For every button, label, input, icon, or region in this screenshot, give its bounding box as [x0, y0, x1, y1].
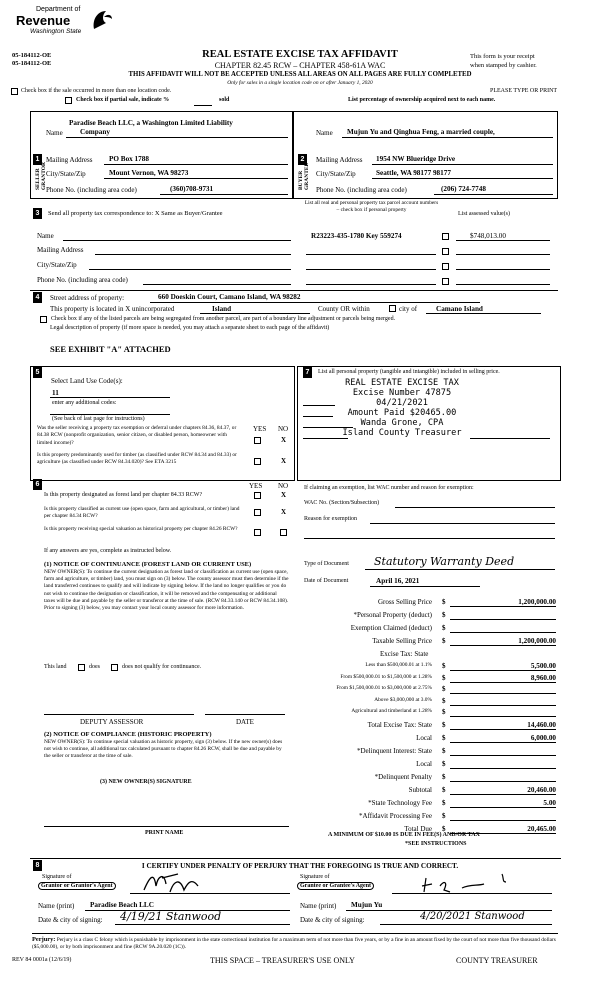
- perjury-label: Perjury:: [32, 936, 56, 943]
- grantor-signature[interactable]: [138, 868, 208, 896]
- parcel-1[interactable]: R23223-435-1780 Key 559274: [311, 232, 402, 240]
- tax-row-line: [450, 781, 556, 782]
- tax-row-label: From $1,500,000.01 to $3,000,000 at 2.75%: [336, 685, 432, 691]
- tax-row-label: *State Technology Fee: [368, 798, 432, 807]
- tax-row-dollar: $: [442, 772, 446, 781]
- treasurer-stamp: [322, 378, 482, 438]
- deputy-date-line[interactable]: [205, 714, 285, 715]
- tax-row-dollar: $: [442, 708, 446, 716]
- doc-type[interactable]: Statutory Warranty Deed: [374, 555, 515, 568]
- section5-no: NO: [278, 425, 289, 433]
- stamp-line-4: Amount Paid $20465.00: [347, 408, 457, 418]
- tax-row-line: [450, 682, 556, 683]
- tax-row-label: Local: [416, 733, 432, 742]
- tax-row-dollar: $: [442, 798, 446, 807]
- section5-q2-yes[interactable]: [254, 458, 261, 465]
- partial-sale-label: Check box if partial sale, indicate %: [76, 97, 170, 103]
- buyer-phone-underline: [434, 194, 553, 195]
- grantee-name[interactable]: Mujun Yu: [351, 901, 383, 909]
- seller-mailing-label: Mailing Address: [46, 156, 93, 164]
- doc-date-label: Date of Document: [304, 578, 349, 584]
- exhibit-note: SEE EXHIBIT "A" ATTACHED: [50, 344, 171, 354]
- tax-row-value[interactable]: 5,500.00: [530, 662, 556, 670]
- parcel-4-checkbox[interactable]: [442, 278, 449, 285]
- exemption-label: If claiming an exemption, list WAC number and reason for exemption:: [304, 485, 474, 491]
- form-id-1: 05-184112-OE: [12, 52, 52, 59]
- section-2-number: 2: [298, 154, 307, 165]
- tax-row-line: [450, 807, 556, 808]
- section5-q2-mark: X: [281, 457, 287, 465]
- seller-name-underline: [66, 137, 288, 138]
- tax-row-line: [450, 606, 556, 607]
- seller-phone[interactable]: (360)708-9731: [170, 185, 214, 193]
- buyer-name-line1[interactable]: Mujun Yu and Qinghua Feng, a married couple,: [347, 128, 495, 136]
- assessed-1-line: [456, 240, 550, 241]
- seller-mailing[interactable]: PO Box 1788: [109, 155, 149, 163]
- seller-city[interactable]: Mount Vernon, WA 98273: [109, 169, 189, 177]
- section3-mailing-label: Mailing Address: [37, 246, 84, 254]
- section3-mailing-line[interactable]: [95, 254, 291, 255]
- seller-phone-label: Phone No. (including area code): [46, 186, 137, 194]
- tax-row-value[interactable]: 20,460.00: [527, 785, 556, 794]
- tax-row-dollar: $: [442, 673, 446, 682]
- section6-no: NO: [278, 482, 289, 490]
- tax-row-line: [450, 670, 556, 671]
- tax-row-line: [450, 820, 556, 821]
- continuance-title: (1) NOTICE OF CONTINUANCE (FOREST LAND OR CURRENT USE): [44, 561, 252, 568]
- treasurer-only: THIS SPACE – TREASURER'S USE ONLY: [210, 956, 355, 965]
- continuance-text: NEW OWNER(S): To continue the current designation as forest land or classification as current use (open space, farm and agriculture, or timber) land, you must sign on (3) below. The county assessor must then determine if the land transferred continues to qualify and will indicate by signing below. If the land no longer qualifies or you do not wish to continue the designation or classification, it will be removed and the compensating or additional taxes will be due and payable by the seller or transferor at the time of sale. (RCW 84.33.140 or RCW 84.34.108). Prior to signing (3) below, you may contact your local county assessor for more information.: [44, 569, 289, 612]
- buyer-name-label: Name: [316, 129, 333, 137]
- additional-codes-line[interactable]: [50, 414, 170, 415]
- stamp-line-5: Wanda Grone, CPA: [360, 418, 444, 428]
- tax-row-line: [450, 693, 556, 694]
- assessed-1[interactable]: $748,013.00: [470, 232, 506, 240]
- land-does-not-label: does not qualify for continuance.: [122, 664, 202, 670]
- city-underline: [426, 313, 541, 314]
- tax-row-label: Local: [416, 759, 432, 768]
- section3-city-line[interactable]: [89, 269, 291, 270]
- multi-location-checkbox[interactable]: [11, 88, 18, 95]
- tax-row-line: [450, 619, 556, 620]
- tax-row-dollar: $: [442, 720, 446, 729]
- section6-q1: Is this property designated as forest land per chapter 84.33 RCW?: [44, 492, 203, 498]
- wac-line[interactable]: [395, 507, 555, 508]
- grantor-date[interactable]: 4/19/21 Stanwood: [120, 910, 222, 923]
- grantor-signature-line: [130, 893, 290, 894]
- street-underline: [150, 302, 480, 303]
- tax-row-dollar: $: [442, 733, 446, 742]
- seller-name-line1: Paradise Beach LLC, a Washington Limited Liability: [69, 119, 233, 127]
- assessed-header: List assessed value(s): [458, 211, 510, 217]
- section-3-number: 3: [33, 208, 42, 219]
- print-name-label: PRINT NAME: [145, 830, 184, 836]
- parcel-4-line[interactable]: [306, 284, 436, 285]
- grantor-date-line: [115, 924, 290, 925]
- doc-type-label: Type of Document: [304, 561, 349, 567]
- tax-row-label: From $500,000.01 to $1,500,000 at 1.28%: [340, 673, 432, 680]
- seller-name-label: Name: [46, 129, 63, 137]
- land-does-checkbox[interactable]: [78, 664, 85, 671]
- buyer-mailing-underline: [372, 164, 553, 165]
- deputy-label: DEPUTY ASSESSOR: [80, 718, 144, 726]
- grantor-name-label: Name (print): [38, 902, 75, 910]
- section5-q1: Was the seller receiving a property tax exemption or deferral under chapters 84.36, 84.37, or 84.38 RCW (nonprofit organization, senior citizen, or disabled person, homeowner with limited income)?: [37, 425, 237, 446]
- tax-row-value[interactable]: 5.00: [543, 798, 556, 807]
- street-address[interactable]: 660 Doeskin Court, Camano Island, WA 98282: [158, 293, 301, 301]
- located-label: This property is located in X unincorporated: [50, 305, 175, 313]
- section6-q3-no[interactable]: [280, 529, 287, 536]
- parcel-3-checkbox[interactable]: [442, 263, 449, 270]
- assessed-2-line[interactable]: [456, 254, 550, 255]
- deputy-signature-line[interactable]: [44, 714, 194, 715]
- tax-row-label: Less than $500,000.01 at 1.1%: [365, 662, 432, 668]
- tax-row-label: Total Excise Tax: State: [367, 720, 432, 729]
- grantee-date-label: Date & city of signing:: [300, 916, 365, 924]
- seller-city-label: City/State/Zip: [46, 170, 86, 178]
- section6-q2-mark: X: [281, 508, 287, 516]
- historic-title: (2) NOTICE OF COMPLIANCE (HISTORIC PROPERTY): [44, 731, 212, 738]
- agency-name: Revenue: [16, 13, 71, 28]
- land-use-underline: [50, 397, 170, 398]
- reason-label: Reason for exemption: [304, 516, 357, 522]
- assessed-4-line[interactable]: [456, 284, 550, 285]
- see-instructions: *SEE INSTRUCTIONS: [405, 841, 467, 847]
- seller-side-label: SELLER GRANTOR: [35, 161, 47, 190]
- buyer-city[interactable]: Seattle, WA 98177 98177: [376, 169, 451, 177]
- buyer-phone-label: Phone No. (including area code): [316, 186, 407, 194]
- personal-property-label: List all personal property (tangible and intangible) included in selling price.: [318, 369, 500, 375]
- tax-row-label: *Delinquent Interest: State: [356, 746, 432, 755]
- section-8-number: 8: [33, 860, 42, 871]
- section6-q1-mark: X: [281, 491, 287, 499]
- county-treasurer: COUNTY TREASURER: [456, 956, 538, 965]
- wac-label: WAC No. (Section/Subsection): [304, 500, 380, 506]
- tax-row-line: [450, 794, 556, 795]
- section5-q1-yes[interactable]: [254, 437, 261, 444]
- tax-row-value[interactable]: 14,460.00: [527, 720, 556, 729]
- receipt-note-1: This form is your receipt: [470, 53, 535, 60]
- doc-date-line: [370, 586, 480, 587]
- tax-row-line: [450, 632, 556, 633]
- county-or: County OR within: [318, 305, 370, 313]
- doc-type-line: [365, 569, 555, 570]
- section6-yes: YES: [249, 482, 263, 490]
- land-use-code[interactable]: 11: [52, 389, 59, 397]
- new-owner-signature-line[interactable]: [44, 826, 289, 827]
- buyer-side-label: BUYER GRANTEE: [298, 162, 310, 190]
- city-of-label: city of: [399, 305, 418, 313]
- land-use-label: Select Land Use Code(s):: [51, 377, 123, 385]
- form-id-2: 05-184112-OE: [12, 60, 52, 67]
- deputy-date-label: DATE: [236, 718, 254, 726]
- doc-date[interactable]: April 16, 2021: [376, 577, 420, 585]
- tax-row-dollar: $: [442, 598, 446, 606]
- tax-row-dollar: $: [442, 811, 446, 820]
- stamp-line-1: REAL ESTATE EXCISE TAX: [345, 378, 459, 388]
- grantee-sig-label: Signature of: [300, 874, 330, 880]
- buyer-mailing-label: Mailing Address: [316, 156, 363, 164]
- seller-mailing-underline: [104, 164, 288, 165]
- perjury-text: Perjury is a class C felony which is punishable by imprisonment in the state correctional institution for a maximum term of not more than five years, or by a fine in an amount fixed by the court of not more than five thousand dollars ($5,000.00), or by both imprisonment and fine (RCW 9A.20.020 (1C)).: [32, 937, 556, 951]
- section5-yes: YES: [253, 425, 267, 433]
- stamp-line-3: 04/21/2021: [376, 398, 428, 408]
- tax-row-label: *Personal Property (deduct): [353, 611, 432, 619]
- seller-name-line2: Company: [80, 128, 110, 136]
- tax-row-dollar: $: [442, 696, 446, 705]
- section5-q2: Is this property predominantly used for timber (as classified under RCW 84.34 and 84.33) or agriculture (as classified under RCW 84.34.020)? See ETA 3215: [37, 452, 237, 466]
- section-7-number: 7: [303, 367, 312, 378]
- type-or-print: PLEASE TYPE OR PRINT: [490, 88, 558, 94]
- pp-line-4a[interactable]: [303, 438, 348, 439]
- tax-row-line: [450, 729, 556, 730]
- partial-sale-checkbox[interactable]: [65, 97, 72, 104]
- tax-row-dollar: $: [442, 746, 446, 755]
- reason-line-1[interactable]: [370, 523, 555, 524]
- historic-text: NEW OWNER(S): To continue special valuation as historic property, sign (3) below. If the new owner(s) does not wish to continue, all additional tax calculated pursuant to chapter 84.26 RCW, shall be due and payable by the seller or transferor at the time of sale.: [44, 739, 283, 760]
- parcel-1-checkbox[interactable]: [442, 233, 449, 240]
- tax-row-dollar: $: [442, 611, 446, 619]
- agency-line1: Department of: [36, 6, 81, 13]
- seller-phone-underline: [160, 194, 288, 195]
- grantor-agent-label: Grantor or Grantor's Agent: [38, 882, 116, 890]
- ownership-note: List percentage of ownership acquired next to each name.: [348, 97, 496, 103]
- segregated-checkbox[interactable]: [40, 316, 47, 323]
- receipt-note-2: when stamped by cashier.: [470, 62, 537, 69]
- section-1-number: 1: [33, 154, 42, 165]
- agency-line2: Washington State: [30, 28, 82, 35]
- tax-row-label: Subtotal: [408, 785, 432, 794]
- sales-note: Only for sales in a single location code on or after January 1, 2020: [227, 80, 373, 86]
- section3-name-label: Name: [37, 232, 54, 240]
- form-title: REAL ESTATE EXCISE TAX AFFIDAVIT: [202, 49, 398, 60]
- section6-q2: Is this property classified as current use (open space, farm and agricultural, or timber) land per chapter 84.34 RCW?: [44, 506, 240, 520]
- section3-phone-line[interactable]: [143, 284, 291, 285]
- agency-logo: [12, 6, 122, 44]
- parcel-2-line[interactable]: [306, 254, 436, 255]
- section6-q3-yes[interactable]: [254, 529, 261, 536]
- tax-row-label: *Affidavit Processing Fee: [359, 811, 432, 820]
- tax-row-value[interactable]: 1,200,000.00: [518, 598, 556, 606]
- land-does-label: does: [89, 664, 100, 670]
- warning: THIS AFFIDAVIT WILL NOT BE ACCEPTED UNLESS ALL AREAS ON ALL PAGES ARE FULLY COMPLETED: [128, 71, 472, 78]
- grantor-sig-label: Signature of: [42, 874, 72, 880]
- section8-divider: [30, 858, 561, 859]
- city-value[interactable]: Camano Island: [436, 305, 483, 313]
- tax-row-line: [450, 705, 556, 706]
- tax-row-label: Gross Selling Price: [377, 598, 432, 606]
- assessed-3-line[interactable]: [456, 269, 550, 270]
- tax-row-dollar: $: [442, 637, 446, 645]
- see-back: (See back of last page for instructions): [52, 416, 145, 422]
- stamp-line-6: Island County Treasurer: [342, 428, 462, 438]
- tax-row-dollar: $: [442, 785, 446, 794]
- correspondence-label: Send all property tax correspondence to: X Same as Buyer/Grantee: [48, 210, 223, 217]
- tax-row-line: [450, 768, 556, 769]
- grantee-date[interactable]: 4/20/2021 Stanwood: [420, 911, 525, 922]
- tax-row-label: Taxable Selling Price: [372, 637, 432, 645]
- certify-statement: I CERTIFY UNDER PENALTY OF PERJURY THAT THE FOREGOING IS TRUE AND CORRECT.: [141, 862, 459, 870]
- reason-line-2[interactable]: [304, 538, 555, 539]
- grantor-date-label: Date & city of signing:: [38, 916, 103, 924]
- tax-row-dollar: $: [442, 662, 446, 670]
- minimum-note: A MINIMUM OF $10.00 IS DUE IN FEE(S) AND/OR TAX: [328, 832, 480, 838]
- partial-sale-suffix: sold: [219, 97, 230, 103]
- grantor-name[interactable]: Paradise Beach LLC: [90, 901, 154, 909]
- buyer-mailing[interactable]: 1954 NW Blueridge Drive: [376, 155, 456, 163]
- parcel-header: List all real and personal property tax parcel account numbers – check box if personal property: [304, 200, 439, 213]
- tax-row-dollar: $: [442, 824, 446, 833]
- tax-row-dollar: $: [442, 685, 446, 693]
- tax-row-value[interactable]: 1,200,000.00: [518, 637, 556, 645]
- seller-city-underline: [104, 178, 288, 179]
- tax-row-value[interactable]: 8,960.00: [530, 673, 556, 682]
- buyer-name-underline: [342, 137, 553, 138]
- segregated-label: Check box if any of the listed parcels are being segregated from another parcel, are part of a boundary line adjustment or parcels being merged.: [51, 316, 396, 322]
- section6-q1-yes[interactable]: [254, 492, 261, 499]
- land-does-not-checkbox[interactable]: [111, 664, 118, 671]
- parcel-2-checkbox[interactable]: [442, 248, 449, 255]
- this-land-label: This land: [44, 664, 67, 670]
- buyer-city-label: City/State/Zip: [316, 170, 356, 178]
- tax-row-dollar: $: [442, 624, 446, 632]
- legal-label: Legal description of property (if more space is needed, you may attach a separate sheet to each page of the affidavit): [50, 325, 330, 331]
- tax-row-line: [450, 645, 556, 646]
- grantee-signature-line: [392, 893, 552, 894]
- form-subtitle: CHAPTER 82.45 RCW – CHAPTER 458-61A WAC: [214, 61, 386, 70]
- new-owner-signature-label: (3) NEW OWNER(S) SIGNATURE: [100, 779, 192, 785]
- county-underline: [200, 313, 310, 314]
- section3-name-line[interactable]: [63, 240, 291, 241]
- multi-location-label: Check box if the sale occurred in more than one location code.: [21, 88, 172, 94]
- buyer-phone[interactable]: (206) 724-7748: [441, 185, 486, 193]
- section-4-number: 4: [33, 292, 42, 303]
- section3-city-label: City/State/Zip: [37, 261, 77, 269]
- rev-number: REV 84 0001a (12/6/19): [12, 957, 72, 963]
- section6-q2-yes[interactable]: [254, 509, 261, 516]
- partial-sale-percent[interactable]: [194, 105, 212, 106]
- section5-q1-mark: X: [281, 436, 287, 444]
- section6-q3: Is this property receiving special valuation as historical property per chapter 84.26 RCW?: [44, 526, 238, 532]
- stamp-line-2: Excise Number 47875: [352, 388, 452, 398]
- grantee-date-line: [380, 924, 552, 925]
- if-yes-note: If any answers are yes, complete as instructed below.: [44, 548, 172, 554]
- tax-row-label: Above $3,000,000 at 3.0%: [374, 696, 432, 703]
- buyer-city-underline: [372, 178, 553, 179]
- tax-row-value[interactable]: 20,465.00: [527, 824, 556, 833]
- section-5-number: 5: [33, 367, 42, 378]
- tax-row-line: [450, 742, 556, 743]
- grantee-name-label: Name (print): [300, 902, 337, 910]
- tax-row-line: [450, 755, 556, 756]
- county-value[interactable]: Island: [212, 305, 232, 313]
- tax-row-label: Agricultural and timberland at 1.28%: [351, 708, 432, 714]
- section3-phone-label: Phone No. (including area code): [37, 276, 128, 284]
- tax-row-dollar: $: [442, 759, 446, 768]
- perjury-block: [32, 933, 558, 952]
- tax-row-line: [450, 716, 556, 717]
- pp-line-4b[interactable]: [470, 438, 550, 439]
- excise-state-label: Excise Tax: State: [380, 650, 429, 658]
- street-label: Street address of property:: [50, 294, 125, 302]
- city-of-checkbox[interactable]: [389, 305, 396, 312]
- section-6-number: 6: [33, 479, 42, 490]
- grantee-agent-label: Grantee or Grantee's Agent: [297, 882, 374, 890]
- tax-row-label: Exemption Claimed (deduct): [350, 624, 432, 632]
- additional-codes-label: enter any additional codes:: [52, 400, 117, 406]
- section3-divider: [30, 290, 558, 291]
- tax-row-value[interactable]: 6,000.00: [530, 733, 556, 742]
- wa-logo-icon: [90, 9, 114, 31]
- tax-row-label: Total Due: [404, 824, 432, 833]
- tax-row-label: *Delinquent Penalty: [374, 772, 432, 781]
- parcel-3-line[interactable]: [306, 269, 436, 270]
